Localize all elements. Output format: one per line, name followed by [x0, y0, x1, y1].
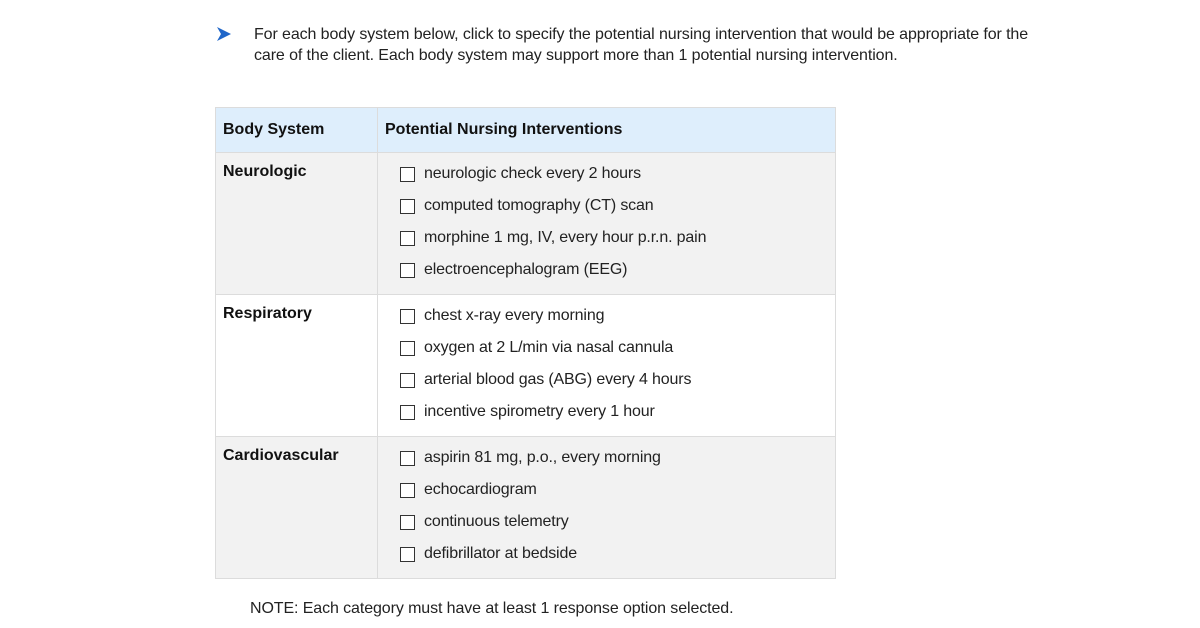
option-item[interactable] [400, 538, 835, 570]
option-label[interactable]: oxygen at 2 L/min via nasal cannula [424, 339, 674, 356]
option-item[interactable] [400, 396, 835, 428]
option-label[interactable]: arterial blood gas (ABG) every 4 hours [424, 371, 692, 388]
header-body-system: Body System [216, 108, 378, 153]
option-label[interactable]: continuous telemetry [424, 513, 569, 530]
option-label[interactable]: incentive spirometry every 1 hour [424, 403, 655, 420]
options-neurologic [378, 153, 836, 295]
checkbox[interactable] [400, 167, 415, 182]
option-item[interactable] [400, 442, 835, 474]
table-row-respiratory [216, 295, 836, 437]
checkbox[interactable] [400, 483, 415, 498]
instruction-block [216, 24, 1046, 66]
checkbox[interactable] [400, 515, 415, 530]
arrow-bullet-icon [216, 24, 254, 42]
option-label[interactable]: electroencephalogram (EEG) [424, 261, 628, 278]
option-item[interactable] [400, 364, 835, 396]
instruction-text: For each body system below, click to specify the potential nursing intervention that would be appropriate for the care of the client. Each body system may support more than 1 potential nursing intervention. [254, 26, 1029, 64]
options-respiratory [378, 295, 836, 437]
option-label[interactable]: neurologic check every 2 hours [424, 165, 641, 182]
system-label-respiratory: Respiratory [216, 295, 378, 437]
checkbox[interactable] [400, 199, 415, 214]
option-label[interactable]: morphine 1 mg, IV, every hour p.r.n. pain [424, 229, 707, 246]
option-label[interactable]: computed tomography (CT) scan [424, 197, 654, 214]
option-label[interactable]: chest x-ray every morning [424, 307, 605, 324]
option-item[interactable] [400, 300, 835, 332]
checkbox[interactable] [400, 547, 415, 562]
table-row-cardiovascular [216, 437, 836, 579]
checkbox[interactable] [400, 405, 415, 420]
checkbox[interactable] [400, 451, 415, 466]
option-item[interactable] [400, 332, 835, 364]
checkbox[interactable] [400, 263, 415, 278]
table-header-row [216, 108, 836, 153]
checkbox[interactable] [400, 341, 415, 356]
intervention-table [215, 107, 836, 579]
checkbox[interactable] [400, 309, 415, 324]
option-item[interactable] [400, 506, 835, 538]
options-cardiovascular [378, 437, 836, 579]
option-item[interactable] [400, 158, 835, 190]
checkbox[interactable] [400, 373, 415, 388]
option-label[interactable]: defibrillator at bedside [424, 545, 577, 562]
option-item[interactable] [400, 190, 835, 222]
option-item[interactable] [400, 474, 835, 506]
system-label-cardiovascular: Cardiovascular [216, 437, 378, 579]
option-item[interactable] [400, 222, 835, 254]
option-label[interactable]: echocardiogram [424, 481, 537, 498]
table-row-neurologic [216, 153, 836, 295]
header-interventions: Potential Nursing Interventions [378, 108, 836, 153]
note-text: NOTE: Each category must have at least 1 response option selected. [250, 600, 734, 617]
option-item[interactable] [400, 254, 835, 286]
option-label[interactable]: aspirin 81 mg, p.o., every morning [424, 449, 661, 466]
checkbox[interactable] [400, 231, 415, 246]
system-label-neurologic: Neurologic [216, 153, 378, 295]
